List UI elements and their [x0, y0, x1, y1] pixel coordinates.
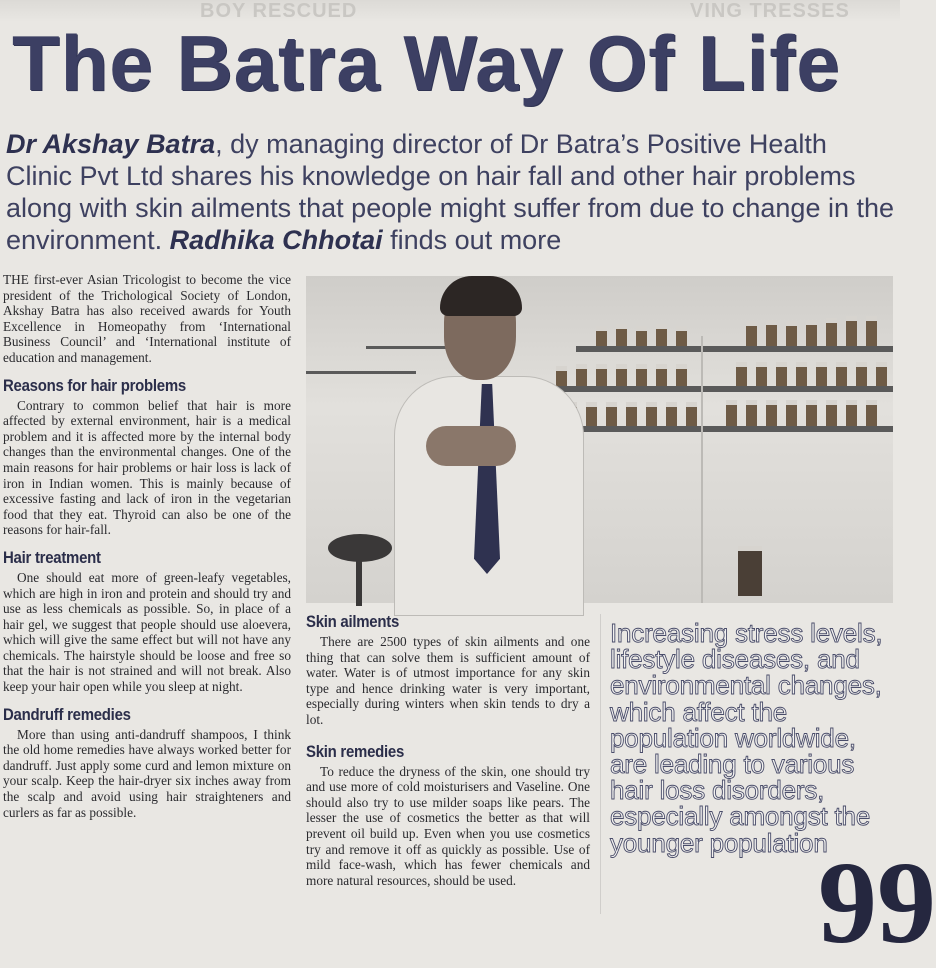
photo-shelf: [306, 371, 416, 374]
photo-bottle: [836, 362, 847, 386]
photo-bottle: [686, 402, 697, 426]
photo-bottle: [796, 362, 807, 386]
photo-bottle: [576, 364, 587, 386]
photo-bottle: [826, 400, 837, 426]
photo-bottle: [736, 362, 747, 386]
photo-stool-leg: [356, 556, 362, 606]
photo-bottle: [816, 362, 827, 386]
photo-bottle: [586, 402, 597, 426]
article-standfirst: [6, 128, 896, 256]
photo-bottle: [786, 321, 797, 346]
left-column: [3, 272, 291, 820]
skin-ailments-paragraph: There are 2500 types of skin ailments and one thing that can solve them is sufficient amount of water. Water is of utmost importance for any skin type and hence drinking water is very important, especially during winters when skin tends to dry a lot.: [306, 634, 590, 727]
photo-bottle: [676, 326, 687, 346]
bleed-text-right: VING TRESSES: [690, 0, 850, 22]
clinic-photo: [306, 276, 893, 603]
subhead-treatment: Hair treatment: [3, 547, 101, 567]
quote-mark-icon: 99: [818, 837, 936, 968]
photo-bottle: [826, 318, 837, 346]
photo-bottle: [746, 321, 757, 346]
photo-bottle: [656, 324, 667, 346]
photo-person-hands: [426, 426, 516, 466]
photo-bottle: [596, 364, 607, 386]
bleed-text-left: BOY RESCUED: [200, 0, 358, 22]
photo-bottle: [866, 316, 877, 346]
photo-bottle: [666, 402, 677, 426]
skin-remedies-paragraph: To reduce the dryness of the skin, one should try and use more of cold moisturisers and Vaseline. One should also try to use milder soaps like pears. The lesser the use of cosmetics the better as that will prevent oil build up. Even when you use cosmetics try and remove it off as quickly as possible. Use of mild face-wash, which has fewer chemicals and more natural resources, should be used.: [306, 763, 590, 888]
photo-bottle: [856, 362, 867, 386]
photo-bottle: [746, 400, 757, 426]
photo-bottle: [636, 364, 647, 386]
column-rule: [600, 614, 601, 914]
photo-bottle: [846, 400, 857, 426]
photo-bottle: [606, 402, 617, 426]
photo-bottle: [626, 402, 637, 426]
photo-shelf: [536, 426, 893, 432]
photo-bottle: [616, 364, 627, 386]
photo-bottle: [786, 400, 797, 426]
photo-large-bottle: [738, 546, 762, 596]
photo-bottle: [636, 326, 647, 346]
standfirst-text-2: finds out more: [382, 225, 562, 255]
dandruff-paragraph: More than using anti-dandruff shampoos, I think the old home remedies have always worked better for dandruff. Just apply some curd and lemon mixture on your scalp. Keep the hair-dryer six inches away from the scalp and avoid using hair straighteners and curlers as far as possible.: [3, 726, 291, 820]
subhead-skin-ailments: Skin ailments: [306, 612, 400, 631]
photo-bottle: [676, 364, 687, 386]
standfirst-name-chhotai: Radhika Chhotai: [169, 225, 383, 255]
standfirst-text-1: , dy managing director of Dr Batra’s Positive Health Clinic Pvt Ltd shares his knowledge on hair fall and other hair problems along with skin ailments that people might suffer from due to change in the environment.: [6, 129, 895, 255]
photo-person-hair: [440, 276, 522, 316]
photo-bottle: [766, 320, 777, 346]
article-headline: The Batra Way Of Life: [12, 19, 841, 107]
photo-bottle: [776, 362, 787, 386]
middle-column: [306, 612, 590, 888]
standfirst-name-batra: Dr Akshay Batra: [6, 129, 216, 159]
photo-bottle: [866, 400, 877, 426]
photo-bottle: [596, 326, 607, 346]
photo-bottle: [646, 402, 657, 426]
photo-bottle: [846, 316, 857, 346]
photo-bottle: [876, 362, 887, 386]
photo-bottle: [806, 400, 817, 426]
photo-bottle: [726, 400, 737, 426]
photo-shelf: [576, 346, 893, 352]
treatment-paragraph: One should eat more of green-leafy vegetables, which are high in iron and protein and should try and use as less chemicals as possible. So, in place of a hair gel, we suggest that people should use aloevera, which will give the same effect but will not have any chemicals. The hairstyle should be loose and free so that the hair is not strained and will not break. Also keep your hair open while you sleep at night.: [3, 569, 291, 695]
photo-bottle: [756, 362, 767, 386]
photo-shelf: [546, 386, 893, 392]
reasons-paragraph: Contrary to common belief that hair is more affected by external environment, hair is a medical problem and it is affected more by the internal body changes than the environmental changes. One of the main reasons for hair problems or hair loss is lack of iron in Indian women. This is mainly because of excessive fasting and lack of iron in the vegetarian food that they eat. Thyroid can also be one of the reasons for hair-fall.: [3, 397, 291, 538]
subhead-skin-remedies: Skin remedies: [306, 741, 405, 761]
intro-paragraph: THE first-ever Asian Tricologist to become the vice president of the Trichological Society of London, Akshay Batra has also received awards for Youth Excellence in Homeopathy from ‘International Business Council’ and ‘International institute of education and management.: [3, 272, 291, 365]
photo-bottle: [766, 400, 777, 426]
photo-bottle: [656, 364, 667, 386]
photo-wall-edge: [701, 336, 703, 603]
subhead-reasons: Reasons for hair problems: [3, 375, 186, 395]
photo-shelf: [366, 346, 456, 349]
pull-quote: Increasing stress levels, lifestyle diseases, and environmental changes, which affect the population worldwide, are leading to various hair loss disorders, especially amongst the younger population: [610, 618, 883, 858]
photo-bottle: [556, 366, 567, 386]
subhead-dandruff: Dandruff remedies: [3, 704, 131, 724]
photo-bottle: [616, 324, 627, 346]
photo-bottle: [806, 320, 817, 346]
